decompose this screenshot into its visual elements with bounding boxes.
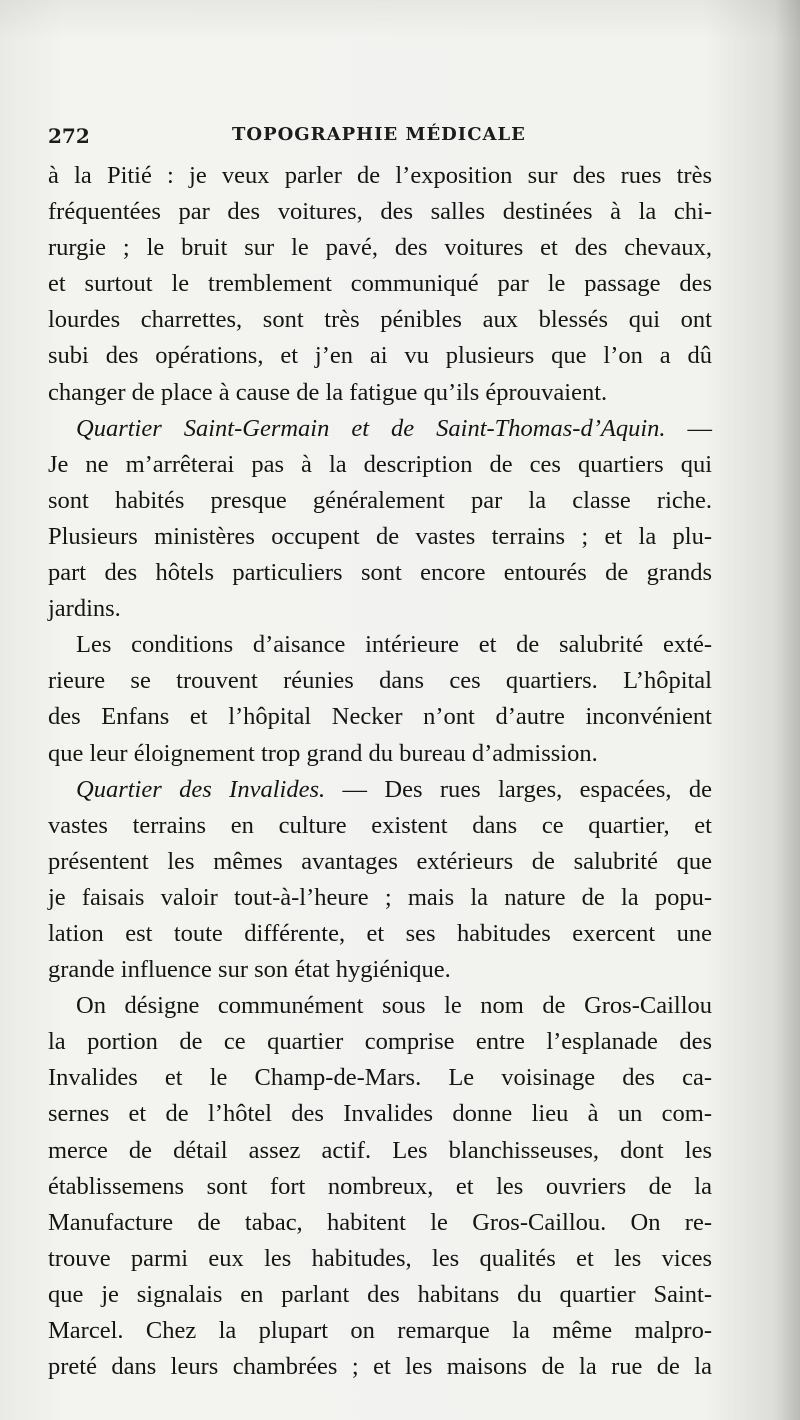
text-line: subi des opérations, et j’en ai vu plusieurs que l’on a dû <box>48 342 712 370</box>
text-line: sernes et de l’hôtel des Invalides donne lieu à un com- <box>48 1100 712 1128</box>
page-top-shadow <box>0 0 800 40</box>
text-line: que leur éloignement trop grand du bureau d’admission. <box>48 739 598 767</box>
text-line: merce de détail assez actif. Les blanchisseuses, dont les <box>48 1136 712 1164</box>
text-line: Je ne m’arrêterai pas à la description de ces quartiers qui <box>48 450 712 478</box>
text-line: la portion de ce quartier comprise entre l’esplanade des <box>48 1028 712 1056</box>
section-heading: Quartier Saint-Germain et de Saint-Thomas-d’Aquin. <box>76 414 666 442</box>
text-line: Les conditions d’aisance intérieure et de salubrité exté- <box>76 631 712 659</box>
text-line: lourdes charrettes, sont très pénibles aux blessés qui ont <box>48 306 712 334</box>
text-line: grande influence sur son état hygiénique. <box>48 956 451 984</box>
section-heading-line: Quartier Saint-Germain et de Saint-Thomas-d’Aquin. — <box>76 414 712 442</box>
text-line: je faisais valoir tout-à-l’heure ; mais la nature de la popu- <box>48 883 712 911</box>
text-line: que je signalais en parlant des habitans du quartier Saint- <box>48 1280 712 1308</box>
text-line: Manufacture de tabac, habitent le Gros-Caillou. On re- <box>48 1208 712 1236</box>
text-line: rieure se trouvent réunies dans ces quartiers. L’hôpital <box>48 667 712 695</box>
text-line: changer de place à cause de la fatigue qu’ils éprouvaient. <box>48 378 608 406</box>
text-line: à la Pitié : je veux parler de l’exposition sur des rues très <box>48 162 712 189</box>
text-line: lation est toute différente, et ses habitudes exercent une <box>48 919 712 947</box>
section-heading-line: Quartier des Invalides. — Des rues larges, espacées, de <box>76 775 712 803</box>
text-line: des Enfans et l’hôpital Necker n’ont d’autre inconvénient <box>48 703 712 731</box>
text-line: trouve parmi eux les habitudes, les qualités et les vices <box>48 1244 712 1272</box>
text-line: On désigne communément sous le nom de Gros-Caillou <box>76 992 712 1020</box>
running-title: TOPOGRAPHIE MÉDICALE <box>232 124 526 145</box>
text-line: présentent les mêmes avantages extérieurs de salubrité que <box>48 847 712 875</box>
text-line: établissemens sont fort nombreux, et les ouvriers de la <box>48 1172 712 1200</box>
text-line: part des hôtels particuliers sont encore entourés de grands <box>48 559 712 587</box>
text-line: Invalides et le Champ-de-Mars. Le voisinage des ca- <box>48 1064 712 1092</box>
text-line: Marcel. Chez la plupart on remarque la même malpro- <box>48 1317 712 1344</box>
text-line: rurgie ; le bruit sur le pavé, des voitures et des chevaux, <box>48 234 712 262</box>
text-line: vastes terrains en culture existent dans ce quartier, et <box>48 811 712 839</box>
page-number: 272 <box>48 124 90 148</box>
section-heading: Quartier des Invalides. <box>76 775 326 803</box>
page-binding-shadow <box>774 0 800 1420</box>
text-line: jardins. <box>48 595 121 623</box>
text-line: preté dans leurs chambrées ; et les maisons de la rue de la <box>48 1353 712 1381</box>
text-line: fréquentées par des voitures, des salles destinées à la chi- <box>48 198 712 226</box>
text-line: sont habités presque généralement par la classe riche. <box>48 486 712 514</box>
text-line: et surtout le tremblement communiqué par le passage des <box>48 270 712 298</box>
body-text <box>48 158 712 1385</box>
running-head <box>48 120 728 150</box>
text-line: Plusieurs ministères occupent de vastes terrains ; et la plu- <box>48 522 712 550</box>
